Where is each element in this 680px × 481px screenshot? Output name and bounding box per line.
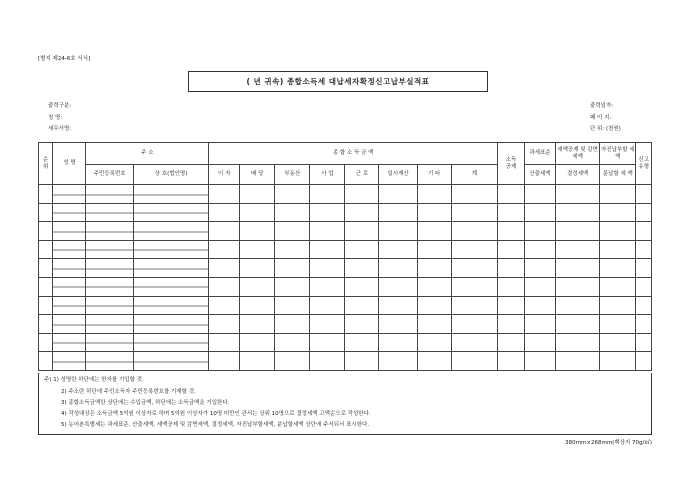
table-cell: [417, 296, 451, 315]
table-cell: [451, 222, 497, 241]
table-row: [39, 259, 652, 278]
table-cell: [209, 296, 240, 315]
table-cell: [379, 333, 417, 352]
table-cell: [379, 315, 417, 334]
table-cell: [39, 333, 53, 352]
header-total-income: 종 합 소 득 금 액: [209, 143, 498, 165]
table-cell: [240, 185, 275, 204]
table-cell: [636, 259, 652, 278]
sub-decided-tax: 결정세액: [555, 165, 599, 185]
table-cell: [133, 296, 208, 315]
sub-realestate: 부동산: [275, 165, 310, 185]
table-cell: [636, 296, 652, 315]
table-cell: [451, 240, 497, 259]
header-self-pay: 자진납부할 세 액: [600, 143, 636, 165]
sub-dividend: 배 당: [240, 165, 275, 185]
table-cell: [636, 185, 652, 204]
table-cell: [53, 277, 86, 296]
table-cell: [133, 315, 208, 334]
table-cell: [636, 277, 652, 296]
table-cell: [310, 240, 345, 259]
table-row: [39, 333, 652, 352]
header-deduction: 소득공제: [498, 143, 525, 185]
table-cell: [39, 296, 53, 315]
table-cell: [133, 240, 208, 259]
table-row: [39, 240, 652, 259]
table-cell: [86, 259, 133, 278]
table-cell: [133, 185, 208, 204]
table-cell: [524, 185, 555, 204]
table-cell: [39, 240, 53, 259]
table-cell: [600, 240, 636, 259]
sub-rrn: 주민등록번호: [86, 165, 133, 185]
table-cell: [209, 185, 240, 204]
table-cell: [209, 352, 240, 371]
table-cell: [240, 222, 275, 241]
table-cell: [53, 259, 86, 278]
table-cell: [53, 185, 86, 204]
table-cell: [133, 277, 208, 296]
table-cell: [417, 222, 451, 241]
table-cell: [86, 352, 133, 371]
table-cell: [636, 352, 652, 371]
table-cell: [39, 352, 53, 371]
table-cell: [524, 277, 555, 296]
table-cell: [498, 185, 525, 204]
table-cell: [275, 333, 310, 352]
table-cell: [275, 315, 310, 334]
title-text: ( 년 귀속) 종합소득세 대납세자확정신고납부실적표: [246, 77, 430, 86]
sub-other: 기 타: [417, 165, 451, 185]
table-cell: [498, 277, 525, 296]
table-cell: [240, 240, 275, 259]
table-cell: [524, 333, 555, 352]
table-cell: [524, 259, 555, 278]
table-cell: [240, 352, 275, 371]
table-cell: [600, 259, 636, 278]
note-2: 2) 주소란 하단에 주민소득자 주민등록번호를 기재할 것.: [61, 389, 196, 395]
table-cell: [345, 185, 379, 204]
table-cell: [310, 333, 345, 352]
table-cell: [379, 240, 417, 259]
note-3: 3) 종합소득금액란 상단에는 수입금액, 하단에는 소득금액을 기입한다.: [61, 400, 230, 406]
table-cell: [417, 352, 451, 371]
table-cell: [379, 203, 417, 222]
page-title: [188, 71, 488, 92]
form-number: [별지 제24-6호 서식]: [38, 56, 91, 62]
meta-tax-office: 세무서명:: [48, 126, 72, 132]
sub-interest: 이 자: [209, 165, 240, 185]
table-cell: [451, 203, 497, 222]
table-cell: [451, 352, 497, 371]
table-cell: [555, 185, 599, 204]
table-cell: [86, 240, 133, 259]
table-cell: [209, 277, 240, 296]
table-cell: [417, 240, 451, 259]
table-cell: [524, 222, 555, 241]
table-row: [39, 315, 652, 334]
table-cell: [345, 333, 379, 352]
table-cell: [310, 296, 345, 315]
table-cell: [498, 296, 525, 315]
table-cell: [345, 352, 379, 371]
note-1: 주) 1) 성명란 하단에는 한자를 기입할 것.: [44, 377, 144, 383]
table-row: [39, 277, 652, 296]
table-cell: [275, 203, 310, 222]
table-cell: [209, 315, 240, 334]
table-cell: [209, 333, 240, 352]
table-cell: [417, 185, 451, 204]
header-seq: 순위: [39, 143, 53, 185]
table-cell: [600, 277, 636, 296]
table-cell: [240, 333, 275, 352]
table-cell: [600, 352, 636, 371]
table-cell: [133, 222, 208, 241]
table-cell: [379, 259, 417, 278]
sub-trade-name: 상 호(법인명): [133, 165, 208, 185]
table-cell: [209, 222, 240, 241]
table-cell: [379, 185, 417, 204]
header-name: 성 명: [53, 143, 86, 185]
table-cell: [53, 352, 86, 371]
header-tax-base: 과세표준: [524, 143, 555, 165]
meta-output-date: 출력일자:: [590, 103, 614, 109]
table-cell: [310, 277, 345, 296]
table-cell: [345, 259, 379, 278]
table-cell: [498, 352, 525, 371]
table-cell: [275, 277, 310, 296]
paper-spec: 380mm×268mm(백상지 70g/㎡): [565, 440, 652, 446]
table-cell: [498, 222, 525, 241]
meta-page: 페 이 지:: [590, 115, 612, 121]
table-cell: [345, 203, 379, 222]
table-cell: [53, 296, 86, 315]
table-cell: [310, 222, 345, 241]
table-cell: [240, 296, 275, 315]
table-cell: [310, 315, 345, 334]
table-cell: [39, 222, 53, 241]
table-row: [39, 296, 652, 315]
table-row: [39, 352, 652, 371]
table-cell: [555, 296, 599, 315]
table-cell: [600, 296, 636, 315]
table-cell: [524, 203, 555, 222]
table-cell: [275, 222, 310, 241]
table-cell: [636, 333, 652, 352]
table-cell: [417, 259, 451, 278]
table-cell: [345, 277, 379, 296]
table-cell: [39, 277, 53, 296]
table-cell: [209, 259, 240, 278]
table-cell: [275, 185, 310, 204]
table-cell: [39, 259, 53, 278]
table-cell: [345, 315, 379, 334]
table-cell: [345, 222, 379, 241]
table-cell: [240, 315, 275, 334]
table-cell: [240, 259, 275, 278]
meta-unit: 단 위: (천원): [590, 126, 621, 132]
table-cell: [310, 259, 345, 278]
table-cell: [133, 203, 208, 222]
table-cell: [133, 333, 208, 352]
table-cell: [417, 277, 451, 296]
table-cell: [417, 203, 451, 222]
table-cell: [555, 315, 599, 334]
table-cell: [524, 296, 555, 315]
table-cell: [555, 259, 599, 278]
table-cell: [133, 259, 208, 278]
table-cell: [555, 277, 599, 296]
table-cell: [498, 240, 525, 259]
table-cell: [524, 315, 555, 334]
table-cell: [379, 352, 417, 371]
table-cell: [555, 352, 599, 371]
table-row: [39, 222, 652, 241]
table-cell: [86, 296, 133, 315]
table-cell: [39, 315, 53, 334]
table-cell: [600, 333, 636, 352]
table-cell: [86, 222, 133, 241]
note-4: 4) 작성대상은 소득금액 5억원 이상자로 하며 5억원 이상자가 10명 미만인 관서는 상위 10명으로 결정세액 고액순으로 작성한다.: [61, 411, 371, 417]
meta-office-name: 청 명:: [48, 115, 63, 121]
sub-installment: 분납할 세 액: [600, 165, 636, 185]
table-cell: [636, 315, 652, 334]
table-cell: [600, 222, 636, 241]
table-cell: [498, 203, 525, 222]
table-cell: [524, 240, 555, 259]
table-cell: [451, 259, 497, 278]
table-cell: [39, 185, 53, 204]
header-report-type: 신고유형: [636, 143, 652, 185]
table-cell: [275, 259, 310, 278]
table-cell: [53, 203, 86, 222]
table-cell: [636, 222, 652, 241]
table-cell: [240, 203, 275, 222]
table-cell: [636, 240, 652, 259]
table-cell: [451, 296, 497, 315]
sub-calc-tax: 산출세액: [524, 165, 555, 185]
table-cell: [310, 352, 345, 371]
header-address: 주 소: [86, 143, 209, 165]
table-cell: [555, 222, 599, 241]
table-cell: [498, 315, 525, 334]
table-cell: [133, 352, 208, 371]
table-cell: [555, 203, 599, 222]
table-cell: [417, 333, 451, 352]
table-cell: [275, 240, 310, 259]
sub-business: 사 업: [310, 165, 345, 185]
table-cell: [555, 333, 599, 352]
performance-table: [38, 142, 652, 371]
table-cell: [86, 203, 133, 222]
table-cell: [209, 240, 240, 259]
table-cell: [379, 296, 417, 315]
table-cell: [600, 203, 636, 222]
table-cell: [600, 315, 636, 334]
table-cell: [345, 296, 379, 315]
table-row: [39, 185, 652, 204]
sub-total: 계: [451, 165, 497, 185]
table-row: [39, 203, 652, 222]
table-cell: [209, 203, 240, 222]
table-cell: [379, 222, 417, 241]
table-cell: [86, 277, 133, 296]
table-cell: [498, 259, 525, 278]
table-cell: [600, 185, 636, 204]
table-cell: [451, 315, 497, 334]
table-cell: [345, 240, 379, 259]
table-cell: [53, 222, 86, 241]
header-credit: 세액공제 및 감면세액: [555, 143, 599, 165]
table-cell: [86, 315, 133, 334]
table-cell: [53, 333, 86, 352]
table-cell: [379, 277, 417, 296]
meta-output-type: 출력구분:: [48, 103, 72, 109]
table-cell: [524, 352, 555, 371]
sub-temp-property: 일시재산: [379, 165, 417, 185]
table-cell: [86, 185, 133, 204]
table-cell: [451, 333, 497, 352]
table-cell: [39, 203, 53, 222]
table-cell: [310, 185, 345, 204]
notes-box: [38, 373, 652, 435]
note-5: 5) 농어촌특별세는 과세표준, 산출세액, 세액공제 및 감면세액, 결정세액, 자진납부할세액, 분납할세액 상단에 주서되서 표시한다.: [61, 422, 370, 428]
table-cell: [451, 185, 497, 204]
table-cell: [53, 240, 86, 259]
table-cell: [53, 315, 86, 334]
table-cell: [86, 333, 133, 352]
table-cell: [275, 296, 310, 315]
table-cell: [555, 240, 599, 259]
table-cell: [636, 203, 652, 222]
table-cell: [451, 277, 497, 296]
table-cell: [240, 277, 275, 296]
table-cell: [310, 203, 345, 222]
sub-labor: 근 로: [345, 165, 379, 185]
table-cell: [275, 352, 310, 371]
table-cell: [498, 333, 525, 352]
table-cell: [417, 315, 451, 334]
